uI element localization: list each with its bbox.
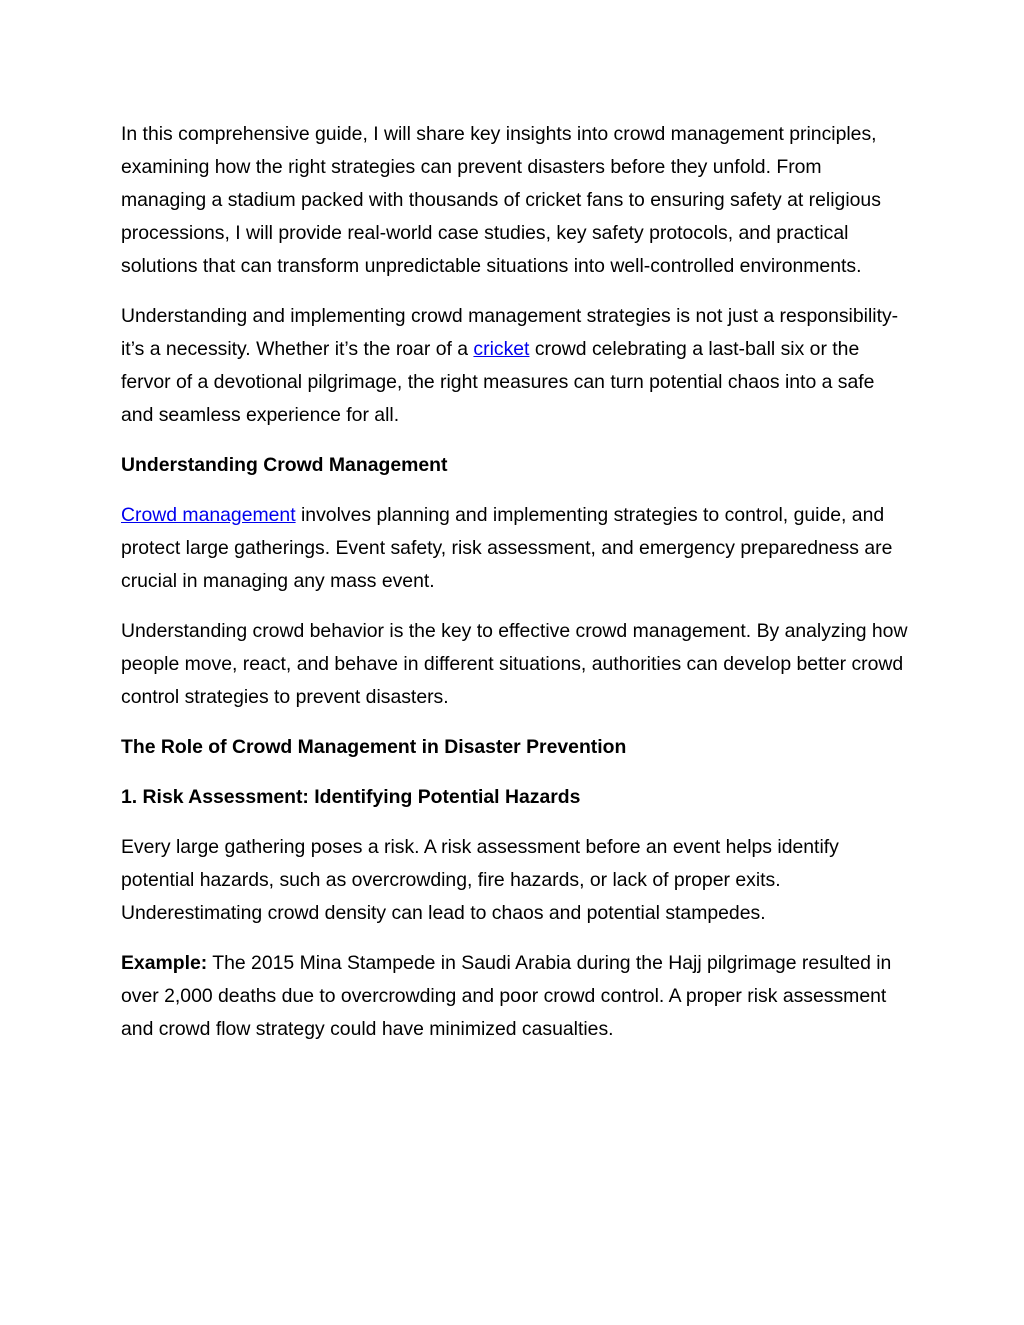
heading-risk-assessment: 1. Risk Assessment: Identifying Potential Hazards [121, 786, 581, 808]
definition-text: involves planning and implementing strategies to control, guide, and protect large gatherings. Event safety, risk assessment, and emergency preparedness are crucial in managing any mass event. [121, 504, 893, 592]
importance-paragraph [121, 300, 911, 432]
heading-understanding-crowd-management: Understanding Crowd Management [121, 454, 448, 476]
importance-text-after: crowd celebrating a last-ball six or the fervor of a devotional pilgrimage, the right measures can turn potential chaos into a safe and seamless experience for all. [121, 338, 875, 426]
importance-text-before: Understanding and implementing crowd management strategies is not just a responsibility-it’s a necessity. Whether it’s the roar of a [121, 305, 899, 360]
risk-paragraph: Every large gathering poses a risk. A risk assessment before an event helps identify potential hazards, such as overcrowding, fire hazards, or lack of proper exits. Underestimating crowd density can lead to chaos and potential stampedes. [121, 836, 839, 924]
document-page [121, 118, 911, 1063]
crowd-management-link[interactable]: Crowd management [121, 504, 296, 526]
example-label: Example: [121, 952, 208, 974]
behavior-paragraph: Understanding crowd behavior is the key to effective crowd management. By analyzing how people move, react, and behave in different situations, authorities can develop better crowd control strategies to prevent disasters. [121, 620, 908, 708]
intro-paragraph: In this comprehensive guide, I will share key insights into crowd management principles, examining how the right strategies can prevent disasters before they unfold. From managing a stadium packed with thousands of cricket fans to ensuring safety at religious processions, I will provide real-world case studies, key safety protocols, and practical solutions that can transform unpredictable situations into well-controlled environments. [121, 123, 881, 277]
example-text: The 2015 Mina Stampede in Saudi Arabia during the Hajj pilgrimage resulted in over 2,000 deaths due to overcrowding and poor crowd control. A proper risk assessment and crowd flow strategy could have minimized casualties. [121, 952, 892, 1040]
definition-paragraph [121, 499, 911, 598]
cricket-link[interactable]: cricket [473, 338, 530, 360]
example-paragraph [121, 947, 911, 1046]
heading-role-in-disaster-prevention: The Role of Crowd Management in Disaster Prevention [121, 736, 627, 758]
